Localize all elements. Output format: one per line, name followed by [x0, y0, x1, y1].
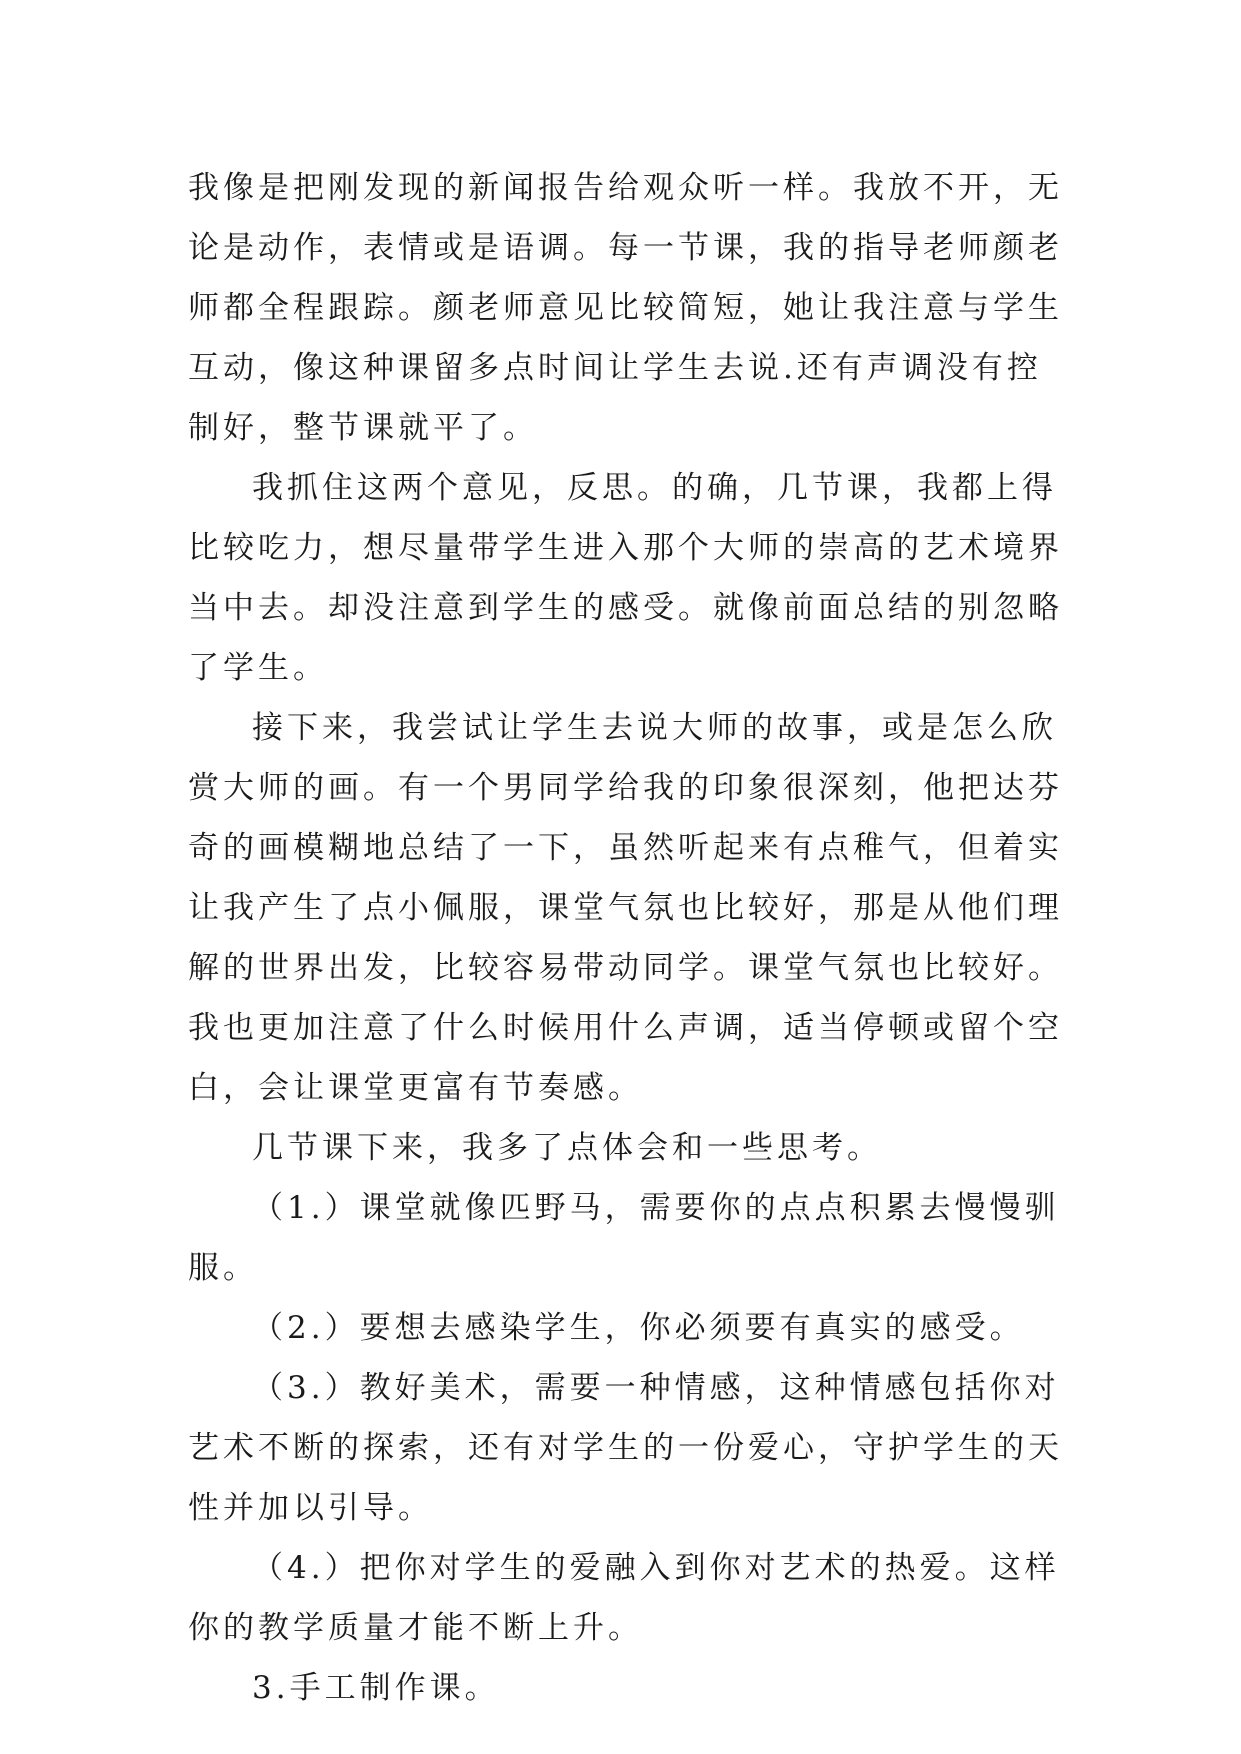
section-heading: 3.手工制作课。 — [252, 1670, 500, 1706]
paragraph-reflection: 我抓住这两个意见，反思。的确，几节课，我都上得比较吃力，想尽量带学生进入那个大师的崇高的艺术境界当中去。却没注意到学生的感受。就像前面总结的别忽略了学生。 — [188, 470, 1063, 686]
paragraph-next-steps: 接下来，我尝试让学生去说大师的故事，或是怎么欣赏大师的画。有一个男同学给我的印象很深刻，他把达芬奇的画模糊地总结了一下，虽然听起来有点稚气，但着实让我产生了点小佩服，课堂气氛也比较好，那是从他们理解的世界出发，比较容易带动同学。课堂气氛也比较好。我也更加注意了什么时候用什么声调，适当停顿或留个空白，会让课堂更富有节奏感。 — [188, 710, 1063, 1106]
list-item: （2.）要想去感染学生，你必须要有真实的感受。 — [252, 1310, 1025, 1346]
list-item: （3.）教好美术，需要一种情感，这种情感包括你对艺术不断的探索，还有对学生的一份爱心，守护学生的天性并加以引导。 — [188, 1370, 1063, 1526]
list-item: （4.）把你对学生的爱融入到你对艺术的热爱。这样你的教学质量才能不断上升。 — [188, 1550, 1060, 1646]
paragraph-intro: 我像是把刚发现的新闻报告给观众听一样。我放不开，无论是动作，表情或是语调。每一节课，我的指导老师颜老师都全程跟踪。颜老师意见比较简短，她让我注意与学生互动，像这种课留多点时间让学生去说.还有声调没有控制好，整节课就平了。 — [188, 170, 1063, 446]
paragraph-summary-lead: 几节课下来，我多了点体会和一些思考。 — [252, 1130, 882, 1166]
list-item: （1.）课堂就像匹野马，需要你的点点积累去慢慢驯服。 — [188, 1190, 1060, 1286]
document-body — [188, 158, 1068, 1718]
